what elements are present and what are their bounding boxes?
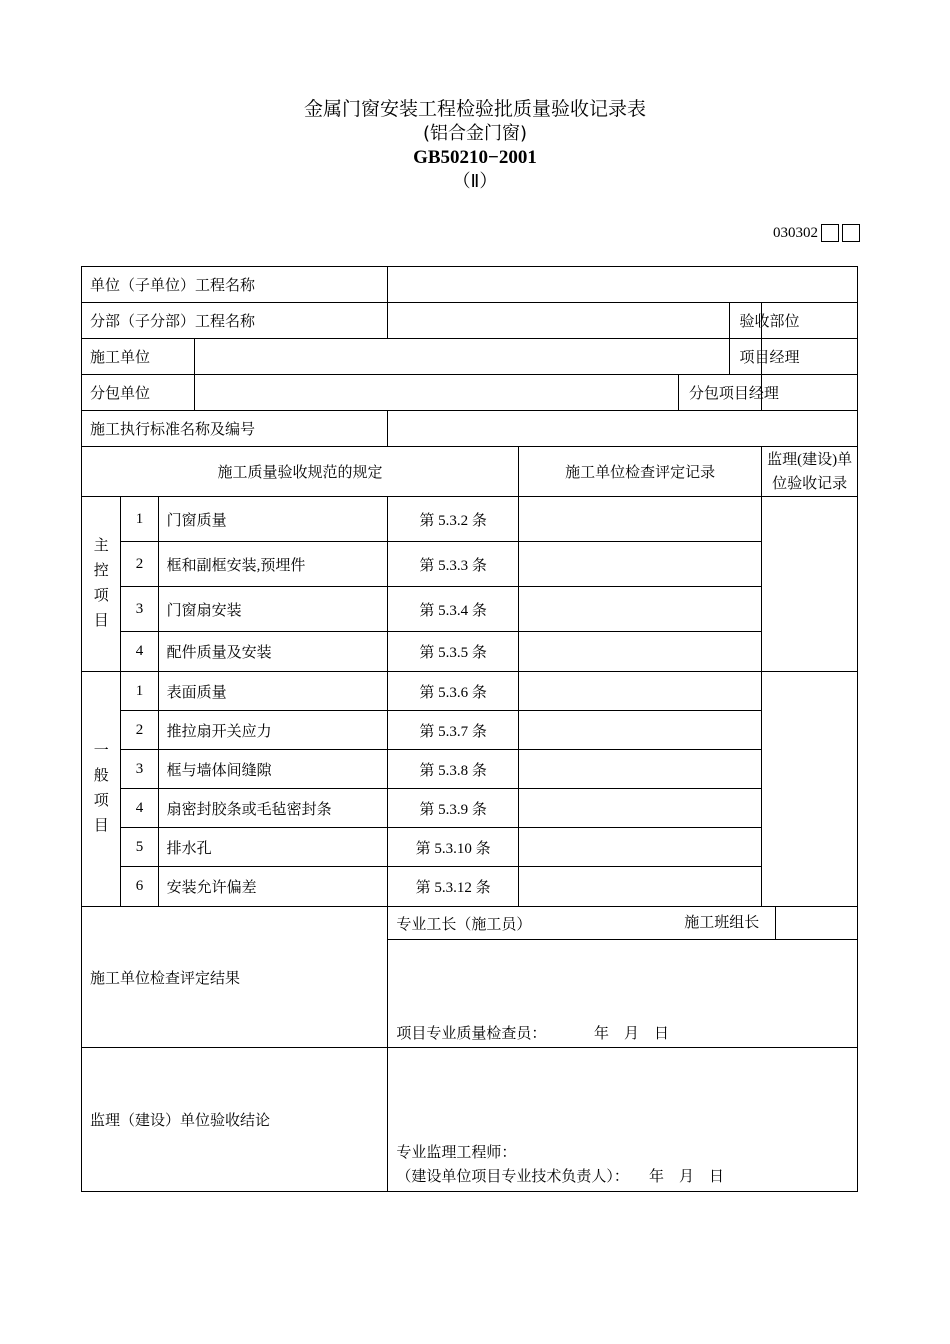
row-foreman [82, 907, 858, 940]
table-row [82, 632, 858, 672]
quality-inspector-label: 项目专业质量检查员： [396, 1026, 547, 1042]
item-record[interactable] [518, 632, 761, 672]
item-record[interactable] [518, 497, 761, 542]
form-code-number: 030302 [773, 224, 818, 241]
construction-unit-label: 施工单位 [82, 339, 195, 375]
item-name: 框与墙体间缝隙 [158, 750, 388, 789]
standard-label: 施工执行标准名称及编号 [82, 411, 388, 447]
foreman-label: 专业工长（施工员） [388, 907, 679, 940]
row-subcontract-unit [82, 375, 858, 411]
item-clause: 第 5.3.8 条 [388, 750, 519, 789]
supervisor-label: 专业监理工程师： [396, 1145, 517, 1161]
item-number: 1 [121, 672, 158, 711]
main-items-category: 主 控 项 目 [82, 497, 121, 672]
item-name: 推拉扇开关应力 [158, 711, 388, 750]
item-number: 4 [121, 789, 158, 828]
project-manager-label: 项目经理 [729, 339, 762, 375]
item-number: 6 [121, 867, 158, 907]
item-record[interactable] [518, 789, 761, 828]
item-clause: 第 5.3.6 条 [388, 672, 519, 711]
item-record[interactable] [518, 828, 761, 867]
form-title: 金属门窗安装工程检验批质量验收记录表 [303, 98, 646, 120]
code-digit-box-1[interactable] [821, 224, 839, 242]
unit-project-label: 单位（子单位）工程名称 [82, 267, 388, 303]
item-number: 4 [121, 632, 158, 672]
item-number: 2 [121, 711, 158, 750]
table-row [82, 789, 858, 828]
item-clause: 第 5.3.3 条 [388, 542, 519, 587]
item-name: 门窗质量 [158, 497, 388, 542]
item-clause: 第 5.3.12 条 [388, 867, 519, 907]
construction-result-signature[interactable] [388, 940, 858, 1048]
team-leader-value[interactable] [776, 907, 857, 939]
item-clause: 第 5.3.4 条 [388, 587, 519, 632]
item-number: 5 [121, 828, 158, 867]
item-clause: 第 5.3.10 条 [388, 828, 519, 867]
form-variant: （Ⅱ） [452, 171, 498, 192]
row-sub-project [82, 303, 858, 339]
team-leader-label: 施工班组长 [676, 907, 776, 939]
item-number: 3 [121, 750, 158, 789]
table-row [82, 750, 858, 789]
item-name: 排水孔 [158, 828, 388, 867]
item-name: 配件质量及安装 [158, 632, 388, 672]
item-record[interactable] [518, 587, 761, 632]
row-column-headers [82, 447, 858, 497]
row-unit-project [82, 267, 858, 303]
item-record[interactable] [518, 542, 761, 587]
general-items-category: 一 般 项 目 [82, 672, 121, 907]
item-name: 安装允许偏差 [158, 867, 388, 907]
sub-project-value[interactable] [388, 303, 729, 339]
acceptance-part-label: 验收部位 [729, 303, 762, 339]
sub-project-label: 分部（子分部）工程名称 [82, 303, 388, 339]
conclusion-date-label: 年 月 日 [648, 1169, 724, 1185]
unit-project-value[interactable] [388, 267, 858, 303]
construction-record-column-header: 施工单位检查评定记录 [518, 447, 761, 497]
subcontract-unit-value[interactable] [194, 375, 678, 411]
item-record[interactable] [518, 867, 761, 907]
subcontract-manager-label: 分包项目经理 [678, 375, 761, 411]
standard-code: GB50210−2001 [413, 147, 537, 168]
owner-rep-label: （建设单位项目专业技术负责人）： [396, 1169, 629, 1185]
item-number: 1 [121, 497, 158, 542]
item-name: 表面质量 [158, 672, 388, 711]
row-construction-unit [82, 339, 858, 375]
form-subtitle: (铝合金门窗) [422, 123, 528, 144]
general-items-supervision-record[interactable] [762, 672, 858, 907]
row-supervision-conclusion [82, 1048, 858, 1192]
form-code [773, 224, 860, 242]
item-number: 2 [121, 542, 158, 587]
title-block [0, 96, 950, 194]
item-name: 门窗扇安装 [158, 587, 388, 632]
item-record[interactable] [518, 711, 761, 750]
subcontract-unit-label: 分包单位 [82, 375, 195, 411]
item-clause: 第 5.3.2 条 [388, 497, 519, 542]
standard-value[interactable] [388, 411, 858, 447]
table-row [82, 497, 858, 542]
team-leader-cell [684, 907, 858, 940]
construction-unit-value[interactable] [194, 339, 729, 375]
table-row [82, 828, 858, 867]
item-record[interactable] [518, 672, 761, 711]
item-clause: 第 5.3.7 条 [388, 711, 519, 750]
supervision-conclusion-label: 监理（建设）单位验收结论 [82, 1048, 388, 1192]
main-items-supervision-record[interactable] [762, 497, 858, 672]
table-row [82, 672, 858, 711]
item-record[interactable] [518, 750, 761, 789]
supervision-record-column-header: 监理(建设)单位验收记录 [762, 447, 858, 497]
result-date-label: 年 月 日 [593, 1026, 669, 1042]
item-number: 3 [121, 587, 158, 632]
item-name: 扇密封胶条或毛毡密封条 [158, 789, 388, 828]
construction-result-label: 施工单位检查评定结果 [82, 907, 388, 1048]
table-row [82, 587, 858, 632]
item-clause: 第 5.3.5 条 [388, 632, 519, 672]
table-row [82, 867, 858, 907]
table-row [82, 711, 858, 750]
supervision-conclusion-signature[interactable] [388, 1048, 858, 1192]
item-clause: 第 5.3.9 条 [388, 789, 519, 828]
acceptance-record-table [81, 266, 858, 1192]
item-name: 框和副框安装,预埋件 [158, 542, 388, 587]
table-row [82, 542, 858, 587]
code-digit-box-2[interactable] [842, 224, 860, 242]
row-standard [82, 411, 858, 447]
spec-column-header: 施工质量验收规范的规定 [82, 447, 519, 497]
